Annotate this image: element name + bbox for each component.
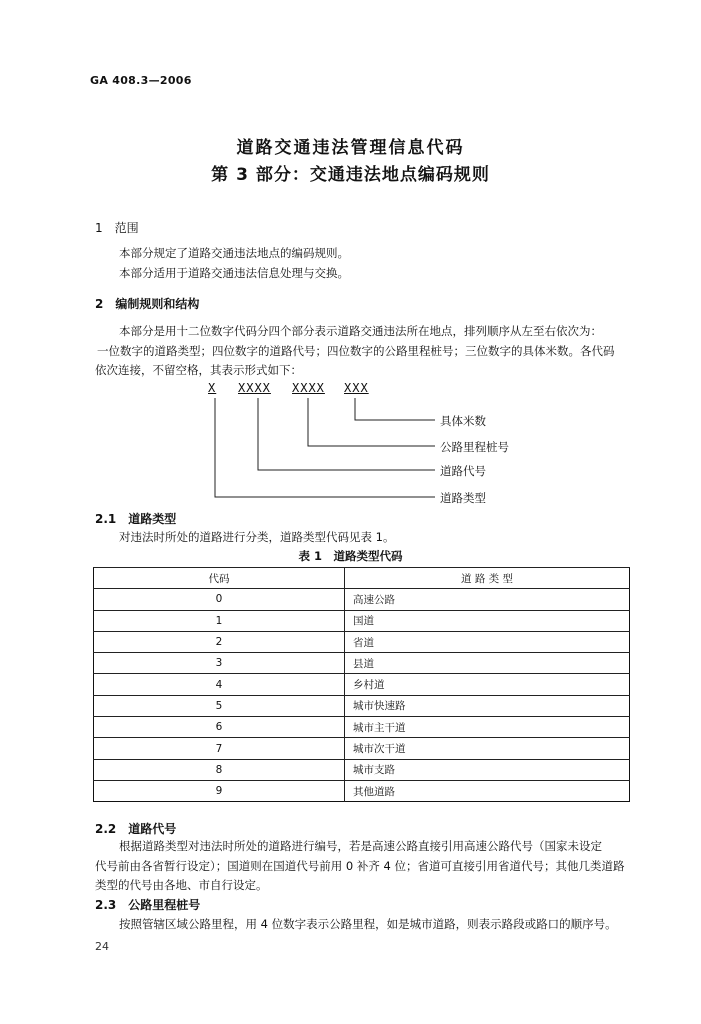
- code-part-m: XXX: [344, 381, 369, 395]
- table-cell-type: 城市主干道: [345, 717, 630, 738]
- section-2-line-1: 本部分是用十二位数字代码分四个部分表示道路交通违法所在地点，排列顺序从左至右依次为：: [119, 324, 602, 338]
- table-header-code: 代码: [94, 568, 345, 589]
- code-part-road: XXXX: [238, 381, 271, 395]
- table-header-type: 道 路 类 型: [345, 568, 630, 589]
- section-2-line-2: 一位数字的道路类型；四位数字的道路代号；四位数字的公路里程桩号；三位数字的具体米数。各代码: [97, 344, 615, 358]
- table-cell-code: 5: [94, 695, 345, 716]
- table-cell-code: 6: [94, 717, 345, 738]
- section-2-line-3: 依次连接，不留空格，其表示形式如下：: [95, 363, 302, 377]
- table-cell-type: 其他道路: [345, 780, 630, 801]
- label-km-marker: 公路里程桩号: [440, 440, 509, 454]
- table-cell-code: 8: [94, 759, 345, 780]
- label-meters: 具体米数: [440, 414, 486, 428]
- page-number: 24: [95, 940, 109, 953]
- table-cell-type: 国道: [345, 610, 630, 631]
- table-cell-type: 省道: [345, 631, 630, 652]
- table-row: [94, 631, 630, 652]
- road-type-table: [93, 567, 630, 802]
- table-cell-code: 1: [94, 610, 345, 631]
- code-part-type: X: [208, 381, 217, 395]
- table-caption: 表 1 道路类型代码: [298, 549, 403, 563]
- table-cell-code: 0: [94, 589, 345, 610]
- table-cell-code: 2: [94, 631, 345, 652]
- section-1-para-1: 本部分规定了道路交通违法地点的编码规则。: [119, 246, 349, 260]
- section-1-para-2: 本部分适用于道路交通违法信息处理与交换。: [119, 266, 349, 280]
- section-2-2-heading: 2.2 道路代号: [95, 822, 177, 836]
- label-road-type: 道路类型: [440, 491, 486, 505]
- section-2-2-line-1: 根据道路类型对违法时所处的道路进行编号，若是高速公路直接引用高速公路代号（国家未设定: [119, 839, 602, 853]
- table-row: [94, 674, 630, 695]
- table-row: [94, 759, 630, 780]
- table-row: [94, 589, 630, 610]
- table-cell-type: 高速公路: [345, 589, 630, 610]
- table-cell-code: 9: [94, 780, 345, 801]
- document-subtitle: 第 3 部分：交通违法地点编码规则: [211, 165, 490, 185]
- table-cell-type: 乡村道: [345, 674, 630, 695]
- section-2-3-heading: 2.3 公路里程桩号: [95, 898, 201, 912]
- standard-number: GA 408.3—2006: [90, 74, 192, 87]
- table-cell-type: 城市支路: [345, 759, 630, 780]
- table-cell-type: 城市次干道: [345, 738, 630, 759]
- section-2-1-para: 对违法时所处的道路进行分类，道路类型代码见表 1。: [119, 530, 395, 544]
- section-2-3-line-1: 按照管辖区域公路里程，用 4 位数字表示公路里程，如是城市道路，则表示路段或路口的顺序号。: [119, 917, 617, 931]
- table-row: [94, 738, 630, 759]
- table-row: [94, 610, 630, 631]
- table-row: [94, 780, 630, 801]
- table-cell-code: 4: [94, 674, 345, 695]
- section-2-heading: 2 编制规则和结构: [95, 297, 200, 311]
- section-1-heading: 1 范围: [95, 221, 139, 235]
- label-road-code: 道路代号: [440, 464, 486, 478]
- table-header-row: [94, 568, 630, 589]
- table-cell-code: 3: [94, 653, 345, 674]
- section-2-1-heading: 2.1 道路类型: [95, 512, 177, 526]
- section-2-2-line-2: 代号前由各省暂行设定）；国道则在国道代号前用 0 补齐 4 位；省道可直接引用省道代号；其他几类道路: [95, 859, 625, 873]
- table-row: [94, 717, 630, 738]
- table-cell-type: 县道: [345, 653, 630, 674]
- table-cell-type: 城市快速路: [345, 695, 630, 716]
- section-2-2-line-3: 类型的代号由各地、市自行设定。: [95, 878, 268, 892]
- document-title: 道路交通违法管理信息代码: [236, 138, 465, 158]
- table-row: [94, 695, 630, 716]
- table-cell-code: 7: [94, 738, 345, 759]
- code-part-km: XXXX: [292, 381, 325, 395]
- table-row: [94, 653, 630, 674]
